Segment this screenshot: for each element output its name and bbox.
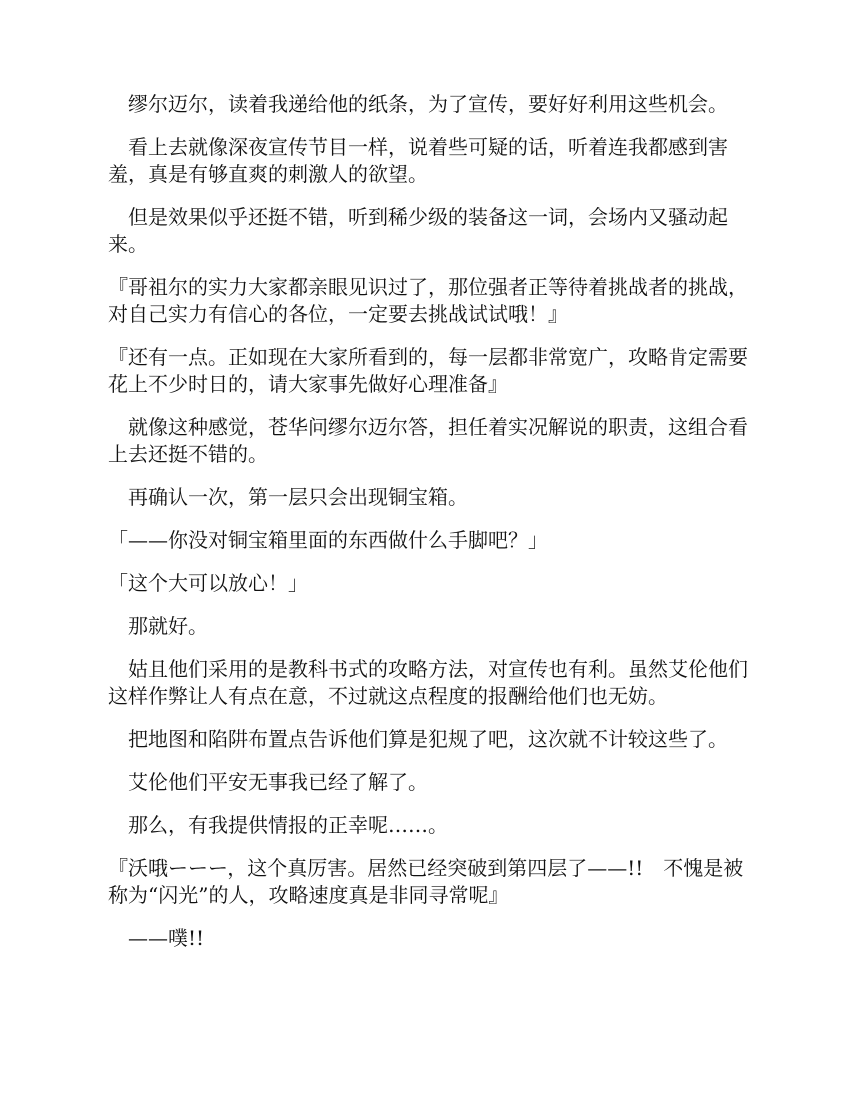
paragraph: 再确认一次，第一层只会出现铜宝箱。 — [128, 485, 468, 509]
paragraph: 艾伦他们平安无事我已经了解了。 — [128, 770, 428, 794]
paragraph: ——噗!! — [128, 926, 205, 950]
dialogue-paragraph: 『哥祖尔的实力大家都亲眼见识过了，那位强者正等待着挑战者的挑战，对自己实力有信心的各位，一定要去挑战试试哦！』 — [108, 275, 748, 326]
paragraph: 那就好。 — [128, 614, 208, 638]
dialogue-paragraph: 『沃哦ーーー，这个真厉害。居然已经突破到第四层了——!! 不愧是被称为“闪光”的人，攻略速度真是非同寻常呢』 — [108, 856, 744, 907]
paragraph: 看上去就像深夜宣传节目一样，说着些可疑的话，听着连我都感到害羞，真是有够直爽的刺激人的欲望。 — [108, 135, 728, 186]
dialogue-paragraph: 「——你没对铜宝箱里面的东西做什么手脚吧？」 — [108, 528, 548, 552]
paragraph: 但是效果似乎还挺不错，听到稀少级的装备这一词，会场内又骚动起来。 — [108, 205, 728, 256]
paragraph: 那么，有我提供情报的正幸呢……。 — [128, 813, 448, 837]
paragraph: 就像这种感觉，苍华问缪尔迈尔答，担任着实况解说的职责，这组合看上去还挺不错的。 — [108, 415, 748, 466]
dialogue-paragraph: 『还有一点。正如现在大家所看到的，每一层都非常宽广，攻略肯定需要花上不少时日的，请大家事先做好心理准备』 — [108, 345, 748, 396]
paragraph: 姑且他们采用的是教科书式的攻略方法，对宣传也有利。虽然艾伦他们这样作弊让人有点在意，不过就这点程度的报酬给他们也无妨。 — [108, 657, 748, 708]
dialogue-paragraph: 「这个大可以放心！」 — [108, 571, 308, 595]
document-page — [108, 91, 748, 968]
paragraph: 把地图和陷阱布置点告诉他们算是犯规了吧，这次就不计较这些了。 — [128, 727, 728, 751]
paragraph: 缪尔迈尔，读着我递给他的纸条，为了宣传，要好好利用这些机会。 — [128, 92, 728, 116]
